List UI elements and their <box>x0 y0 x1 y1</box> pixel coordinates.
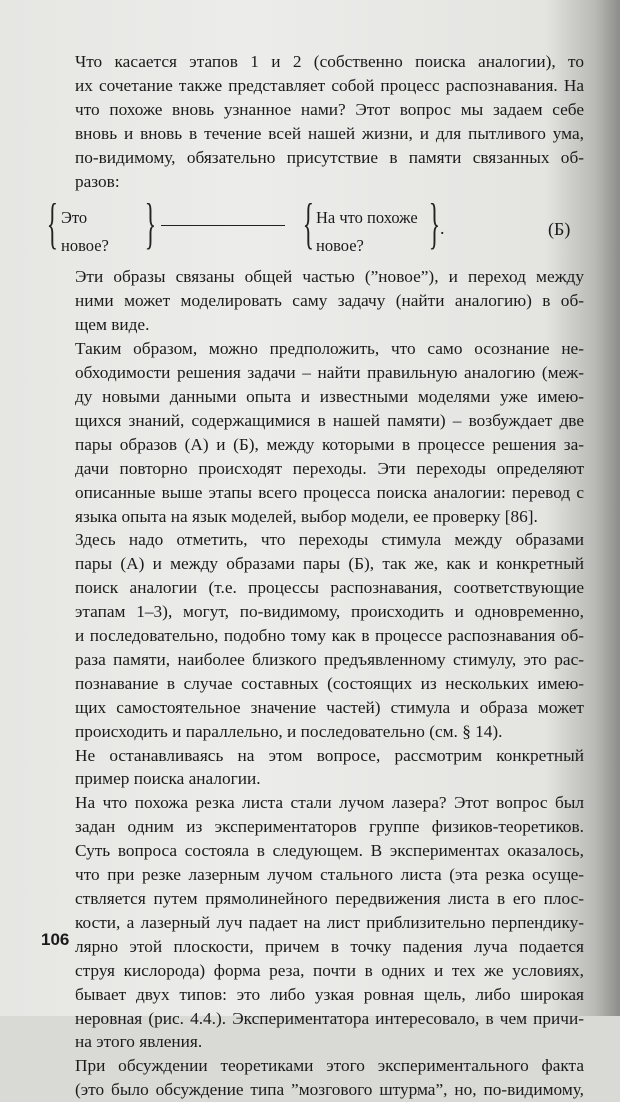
paragraph-2 <box>48 265 584 337</box>
text-line: Таким образом, можно предположить, что само осознание не- <box>75 339 584 359</box>
page-number: 106 <box>41 930 70 949</box>
scheme-connector-line <box>161 225 285 226</box>
text-line: щихся знаний, содержащимися в нашей памяти) – возбуждает две <box>75 410 584 430</box>
text-line: описанные выше этапы всего процесса поиска аналогии: перевод с <box>75 482 584 502</box>
text-line: вновь и вновь в течение всей нашей жизни, и для пытливого ума, <box>75 123 584 143</box>
scheme-left-top: Это <box>61 208 88 228</box>
text-line: ствляется путем прямолинейного передвижения листа в его плос- <box>75 889 584 908</box>
text-line: задан одним из экспериментаторов группе физиков-теоретиков. <box>75 817 584 837</box>
text-line: что при резке лазерным лучом стального листа (эта резка осуще- <box>75 865 584 885</box>
text-line: Суть вопроса состояла в следующем. В экспериментах оказалось, <box>75 841 584 861</box>
left-brace-close: } <box>144 193 157 256</box>
paragraph-5 <box>48 744 584 792</box>
paragraph-6 <box>48 791 584 1054</box>
text-line: происходить и параллельно, и последовательно (см. § 14). <box>75 721 503 741</box>
right-brace-close: } <box>428 193 441 256</box>
text-line: ду новыми данными опыта и известными моделями уже имею- <box>75 386 584 406</box>
text-line: щих самостоятельное значение частей) стимула и образа может <box>75 697 584 717</box>
paragraph-1 <box>48 50 584 193</box>
text-line: пары (А) и между образами пары (Б), так же, как и конкретный <box>75 554 584 574</box>
scheme-left-bottom: новое? <box>61 236 109 256</box>
text-line: этапам 1–3), могут, по-видимому, происходить и одновременно, <box>75 602 584 622</box>
text-line: их сочетание также представляет собой процесс распознавания. На <box>75 75 584 95</box>
text-line: Здесь надо отметить, что переходы стимула между образами <box>75 530 584 550</box>
text-line: поиск аналогии (т.е. процессы распознавания, соответствующие <box>75 578 584 598</box>
text-line: дачи повторно происходят переходы. Эти переходы определяют <box>75 458 584 478</box>
scheme-right-bottom: новое? <box>316 236 364 256</box>
text-line: кости, а лазерный луч падает на лист приблизительно перпендику- <box>75 912 584 932</box>
text-line: неровная (рис. 4.4.). Экспериментатора интересовало, в чем причи- <box>75 1008 584 1028</box>
text-line: ними может моделировать саму задачу (найти аналогию) в об- <box>75 291 584 311</box>
text-line: (это было обсуждение типа ”мозгового штурма”, но, по-видимому, <box>75 1080 584 1100</box>
paragraph-3 <box>48 337 584 528</box>
paragraph-7 <box>48 1054 584 1102</box>
text-line: Что касается этапов 1 и 2 (собственно поиска аналогии), то <box>75 52 584 71</box>
text-line: что похоже вновь узнанное нами? Этот вопрос мы задаем себе <box>75 99 584 119</box>
scheme-right-top: На что похоже <box>316 208 418 228</box>
text-line: на этого явления. <box>75 1032 203 1052</box>
text-line: разов: <box>75 171 120 191</box>
text-line: и последовательно, подобно тому как в процессе распознавания об- <box>75 626 584 646</box>
text-line: бывает двух типов: это либо узкая ровная щель, либо широкая <box>75 984 584 1004</box>
text-line: лярно этой плоскости, причем в точку падения луча подается <box>75 936 584 956</box>
text-line: Эти образы связаны общей частью (”новое”), и переход между <box>75 267 584 287</box>
text-line: При обсуждении теоретиками этого экспериментального факта <box>75 1056 584 1076</box>
text-line: пары образов (А) и (Б), между которыми в процессе решения за- <box>75 434 584 454</box>
text-line: познавание в случае составных (состоящих из нескольких имею- <box>75 673 584 693</box>
text-line: обходимости решения задачи – найти правильную аналогию (меж- <box>75 363 584 383</box>
page-body <box>48 50 584 1102</box>
text-line: Не останавливаясь на этом вопросе, рассмотрим конкретный <box>75 745 584 765</box>
right-brace-open: { <box>302 193 315 256</box>
text-line: языка опыта на язык моделей, выбор модели, ее проверку [86]. <box>75 506 538 526</box>
text-line: по-видимому, обязательно присутствие в памяти связанных об- <box>75 147 584 167</box>
image-pair-scheme <box>46 193 584 262</box>
paragraph-4 <box>48 528 584 743</box>
text-line: щем виде. <box>75 315 150 335</box>
text-line: раза памяти, наиболее близкого предъявленному стимулу, это рас- <box>75 649 584 669</box>
text-line: пример поиска аналогии. <box>75 769 261 789</box>
text-line: На что похожа резка листа стали лучом лазера? Этот вопрос был <box>75 793 584 813</box>
scheme-label: (Б) <box>548 219 571 240</box>
scheme-period: . <box>440 218 445 239</box>
text-line: струя кислорода) форма реза, почти в одних и тех же условиях, <box>75 960 584 980</box>
left-brace-open: { <box>46 193 59 256</box>
